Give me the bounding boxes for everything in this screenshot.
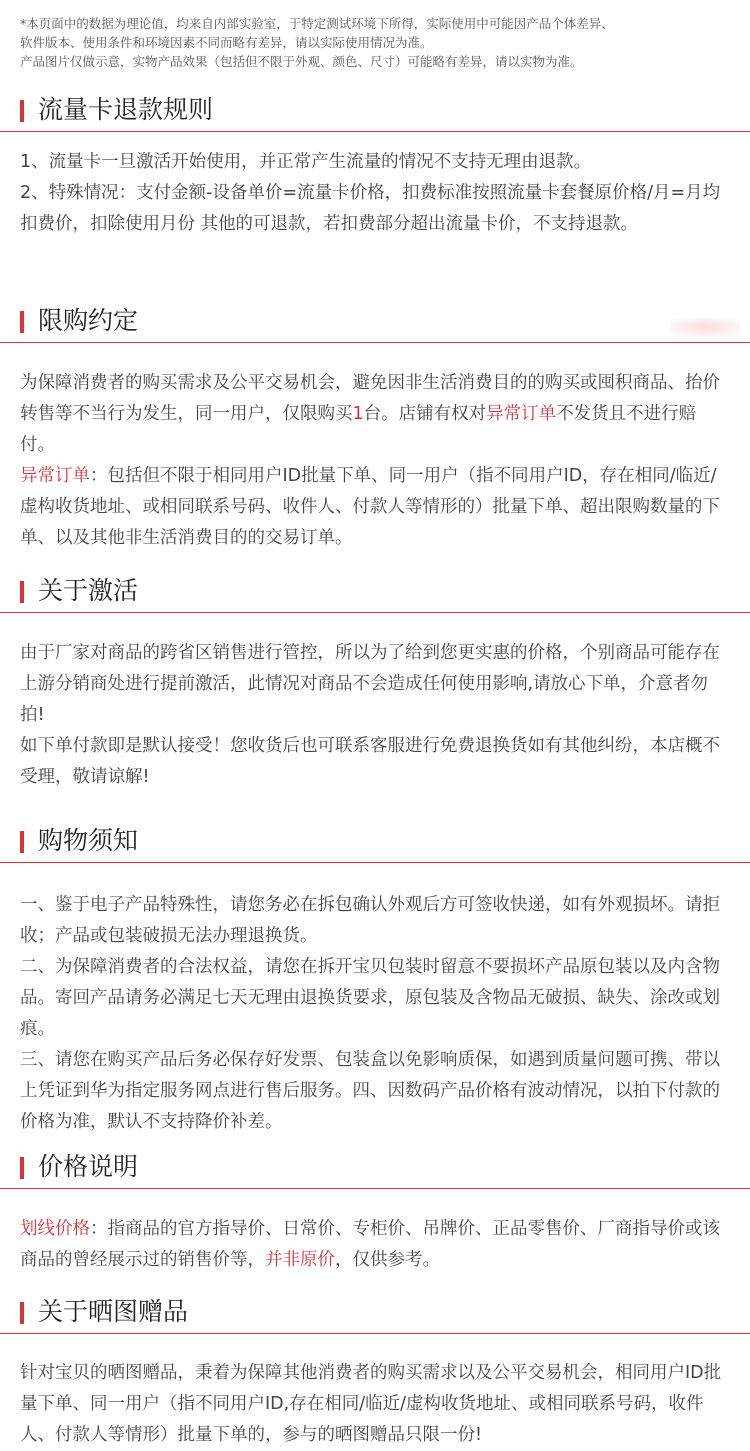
paragraph: 2、特殊情况：支付金额-设备单价=流量卡价格，扣费标准按照流量卡套餐原价格/月=月均扣费价，扣除使用月份 其他的可退款，若扣费部分超出流量卡价，不支持退款。 <box>20 183 721 234</box>
section-body-shopping <box>0 863 750 1147</box>
section-body-price <box>0 1189 750 1292</box>
highlight-not-original-price: 并非原价 <box>265 1250 335 1270</box>
heading-accent-bar <box>20 1157 24 1179</box>
highlight-strikethrough-price: 划线价格 <box>20 1219 90 1239</box>
section-heading-activation <box>0 571 750 613</box>
highlight-abnormal-order: 异常订单 <box>486 404 557 424</box>
text-run: 台。店铺有权对 <box>363 404 487 424</box>
paragraph: 针对宝贝的晒图赠品，秉着为保障其他消费者的购买需求以及公平交易机会，相同用户ID批量下单、同一用户（指不同用户ID,存在相同/临近/虚构收货地址、或相同联系号码，收件人、付款人等情形）批量下单的，参与的晒图赠品只限一份! <box>20 1363 722 1445</box>
heading-accent-bar <box>20 831 24 853</box>
highlight-abnormal-order: 异常订单 <box>20 466 90 486</box>
section-heading-refund <box>0 90 750 132</box>
heading-text: 关于激活 <box>38 576 139 605</box>
heading-text: 限购约定 <box>38 306 139 335</box>
disclaimer-line: *本页面中的数据为理论值，均来自内部实验室，于特定测试环境下所得，实际使用中可能因产品个体差异、 <box>20 16 614 31</box>
disclaimer-line: 产品图片仅做示意，实物产品效果（包括但不限于外观、颜色、尺寸）可能略有差异，请以实物为准。 <box>20 54 583 69</box>
text-run: ：包括但不限于相同用户ID批量下单、同一用户（指不同用户ID，存在相同/临近/虚构收货地址、或相同联系号码、收件人、付款人等情形的）批量下单、超出限购数量的下单、以及其他非生活消费目的的交易订单。 <box>20 466 720 548</box>
paragraph <box>20 1214 730 1276</box>
section-heading-shopping <box>0 821 750 863</box>
heading-text: 购物须知 <box>38 826 139 855</box>
paragraph <box>20 461 730 554</box>
section-heading-gift <box>0 1292 750 1334</box>
heading-text: 关于晒图赠品 <box>38 1297 189 1326</box>
text-run: 为保障消费者的购买需求及公平交易机会，避免因非生活消费目的的购买或囤积商品、抬价转售等不当行为发生，同一用户，仅限购买 <box>20 373 720 424</box>
heading-text: 价格说明 <box>38 1152 139 1181</box>
paragraph <box>20 368 730 461</box>
paragraph: 一、鉴于电子产品特殊性，请您务必在拆包确认外观后方可签收快递，如有外观损坏。请拒收；产品或包装破损无法办理退换货。 <box>20 895 720 946</box>
section-body-refund <box>0 132 750 301</box>
section-body-gift <box>0 1334 750 1451</box>
disclaimer-line: 软件版本、使用条件和环境因素不同而略有差异，请以实际使用情况为准。 <box>20 35 433 50</box>
heading-accent-bar <box>20 100 24 122</box>
section-body-limit <box>0 343 750 571</box>
text-run: ，仅供参考。 <box>335 1250 440 1270</box>
paragraph: 1、流量卡一旦激活开始使用，并正常产生流量的情况不支持无理由退款。 <box>20 152 592 172</box>
paragraph: 如下单付款即是默认接受！您收货后也可联系客服进行免费退换货如有其他纠纷，本店概不受理，敬请谅解! <box>20 736 720 787</box>
paragraph: 二、为保障消费者的合法权益，请您在拆开宝贝包装时留意不要损坏产品原包装以及内含物品。寄回产品请务必满足七天无理由退换货要求，原包装及含物品无破损、缺失、涂改或划痕。 <box>20 957 720 1039</box>
heading-accent-bar <box>20 581 24 603</box>
section-body-activation <box>0 613 750 821</box>
heading-text: 流量卡退款规则 <box>38 95 214 124</box>
heading-accent-bar <box>20 1302 24 1324</box>
section-heading-limit <box>0 301 750 343</box>
paragraph: 由于厂家对商品的跨省区销售进行管控，所以为了给到您更实惠的价格，个别商品可能存在上游分销商处进行提前激活，此情况对商品不会造成任何使用影响,请放心下单，介意者勿拍! <box>20 643 720 725</box>
text-run: ：指商品的官方指导价、日常价、专柜价、吊牌价、正品零售价、厂商指导价或该商品的曾经展示过的销售价等， <box>20 1219 720 1270</box>
heading-accent-bar <box>20 311 24 333</box>
paragraph: 三、请您在购买产品后务必保存好发票、包装盒以免影响质保，如遇到质量问题可携、带以上凭证到华为指定服务网点进行售后服务。四、因数码产品价格有波动情况，以拍下付款的价格为准，默认不支持降价补差。 <box>20 1050 720 1132</box>
limit-count: 1 <box>352 404 364 424</box>
text-run: 不发货且不进行赔付。 <box>20 404 697 455</box>
section-heading-price <box>0 1147 750 1189</box>
disclaimer <box>0 0 750 70</box>
